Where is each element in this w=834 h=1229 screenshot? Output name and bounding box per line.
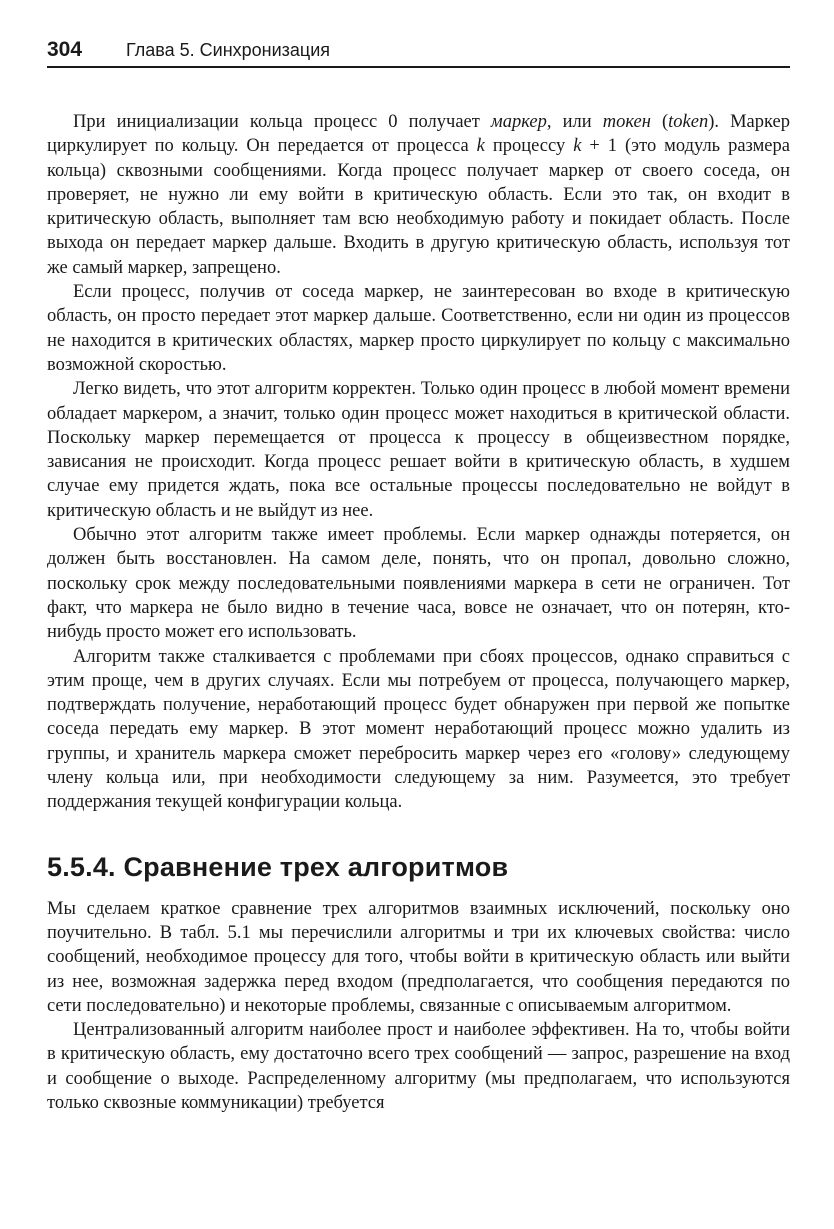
text-run: Легко видеть, что этот алгоритм корректен. Только один процесс в любой момент времени обладает маркером, а значит, только один процесс может находиться в критической области. Поскольку маркер перемещается от процесса к процессу в общеизвестном порядке, зависания не происходит. Когда процесс решает войти в критическую область, в худшем случае ему придется ждать, пока все остальные процессы последовательно не войдут в критическую область и не выйдут из нее. [47, 379, 790, 521]
paragraph [47, 280, 790, 377]
italic-variable: k [476, 136, 485, 157]
text-run: Обычно этот алгоритм также имеет проблемы. Если маркер однажды потеряется, он должен быть восстановлен. На самом деле, понять, что он пропал, довольно сложно, поскольку срок между последовательными появлениями маркера в сети не ограничен. Тот факт, что маркера не было видно в течение часа, вовсе не означает, что он потерян, кто-нибудь просто может его использовать. [47, 525, 790, 643]
text-run: , или [546, 112, 603, 132]
italic-term: токен [602, 112, 651, 132]
paragraph [47, 897, 790, 1018]
text-run: процессу [484, 136, 574, 157]
text-run: Централизованный алгоритм наиболее прост и наиболее эффективен. На то, чтобы войти в критическую область, ему достаточно всего трех сообщений — запрос, разрешение на вход и сообщение о выходе. Распределенному алгоритму (мы предполагаем, что используются только сквозные коммуникации) требуется [47, 1020, 790, 1113]
page-header [47, 36, 790, 68]
paragraph [47, 523, 790, 644]
paragraphs-after-section [47, 897, 790, 1116]
paragraph [47, 1018, 790, 1115]
text-run: ). Маркер циркулирует по кольцу. Он передается от процесса [47, 112, 790, 157]
paragraphs-before-section [47, 110, 790, 815]
paragraph [47, 110, 790, 280]
italic-term: token [668, 112, 709, 132]
italic-variable: k [573, 136, 582, 157]
page-body [47, 110, 790, 1115]
text-run: Алгоритм также сталкивается с проблемами при сбоях процессов, однако справиться с этим проще, чем в других случаях. Если мы потребуем от процесса, получающего маркер, подтверждать получение, неработающий процесс будет обнаружен при первой же попытке соседа передать ему маркер. В этот момент неработающий процесс можно удалить из группы, и хранитель маркера сможет перебросить маркер через его «голову» следующему члену кольца или, при необходимости следующему за ним. Разумеется, это требует поддержания текущей конфигурации кольца. [47, 646, 790, 813]
paragraph [47, 377, 790, 523]
text-run: Мы сделаем краткое сравнение трех алгоритмов взаимных исключений, поскольку оно поучительно. В табл. 5.1 мы перечислили алгоритмы и три их ключевых свойства: число сообщений, необходимое процессу для того, чтобы войти в критическую область или выйти из нее, возможная задержка перед входом (предполагается, что сообщения передаются по сети последовательно) и некоторые проблемы, связанные с описываемым алгоритмом. [47, 898, 790, 1016]
text-run: Если процесс, получив от соседа маркер, не заинтересован во входе в критическую область, он просто передает этот маркер дальше. Соответственно, если ни один из процессов не находится в критических областях, маркер просто циркулирует по кольцу с максимально возможной скоростью. [47, 282, 790, 375]
text-run: + 1 (это модуль размера кольца) сквозными сообщениями. Когда процесс получает маркер от своего соседа, он проверяет, не нужно ли ему войти в критическую область. Если это так, он входит в критическую область, выполняет там всю необходимую работу и покидает область. После выхода он передает маркер дальше. Входить в другую критическую область, используя тот же самый маркер, запрещено. [47, 136, 790, 278]
text-run: При инициализации кольца процесс 0 получает [73, 112, 491, 132]
italic-term: маркер [490, 112, 547, 132]
chapter-title: Глава 5. Синхронизация [126, 40, 331, 60]
section-heading: 5.5.4. Сравнение трех алгоритмов [47, 851, 509, 882]
paragraph [47, 645, 790, 815]
page-number: 304 [47, 38, 83, 61]
text-run: ( [650, 112, 669, 132]
